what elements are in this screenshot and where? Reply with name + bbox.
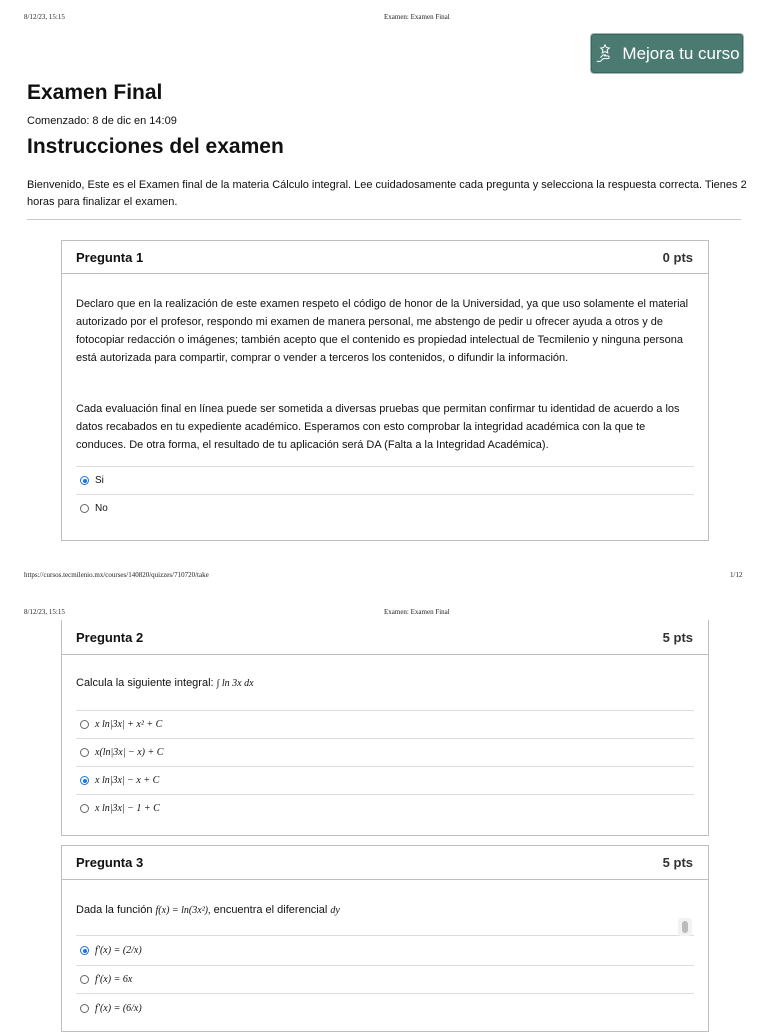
radio-button[interactable] xyxy=(80,504,89,513)
print-date: 8/12/23, 15:15 xyxy=(24,608,65,616)
question-text xyxy=(76,901,694,920)
prompt-label: Calcula la siguiente integral: xyxy=(76,677,214,689)
question-points: 5 pts xyxy=(662,855,693,870)
answer-option[interactable] xyxy=(76,494,694,522)
answer-label: f′(x) = 6x xyxy=(95,974,133,985)
divider xyxy=(27,219,741,220)
exam-title: Examen Final xyxy=(27,81,163,104)
answer-option[interactable] xyxy=(76,935,694,965)
answer-label: Si xyxy=(95,475,104,486)
question-points: 5 pts xyxy=(662,629,693,645)
radio-button[interactable] xyxy=(80,946,89,955)
question-name: Pregunta 1 xyxy=(76,249,144,265)
answer-option[interactable] xyxy=(76,794,694,822)
question-text xyxy=(76,674,694,693)
print-title: Examen: Examen Final xyxy=(384,608,450,616)
question-text: Declaro que en la realización de este examen respeto el código de honor de la Universidad, ya que uso solamente el material autorizado por el profesor, respondo mi examen de manera personal, me abstengo de pedir u ofrecer ayuda a otros y de fotocopiar redacción o imágenes; también acepto que el contenido es propiedad intelectual de Tecmilenio y ninguna persona está autorizada para compartir, comprar o vender a terceros los contenidos, o difundir la información. xyxy=(76,298,689,364)
radio-button[interactable] xyxy=(80,1004,89,1013)
prompt-label: encuentra el diferencial xyxy=(213,904,328,916)
mejora-tu-curso-button[interactable] xyxy=(591,34,743,73)
question-2 xyxy=(61,620,709,836)
question-points: 0 pts xyxy=(662,249,693,265)
answer-option[interactable] xyxy=(76,710,694,738)
print-date: 8/12/23, 15:15 xyxy=(24,13,65,21)
question-name: Pregunta 2 xyxy=(76,629,144,645)
print-url: https://cursos.tecmilenio.mx/courses/140820/quizzes/710720/take xyxy=(24,571,209,579)
scroll-handle[interactable] xyxy=(678,918,692,936)
star-hand-icon xyxy=(594,43,616,65)
print-title: Examen: Examen Final xyxy=(384,13,450,21)
prompt-label: Dada la función xyxy=(76,904,153,916)
question-3 xyxy=(61,845,709,1032)
prompt-math: f(x) = ln(3x²), xyxy=(155,905,211,916)
answer-option[interactable] xyxy=(76,738,694,766)
radio-button[interactable] xyxy=(80,476,89,485)
prompt-math: dy xyxy=(330,905,340,916)
question-header xyxy=(62,846,708,880)
instructions-text: Bienvenido, Este es el Examen final de la materia Cálculo integral. Lee cuidadosamente cada pregunta y selecciona la respuesta correcta. Tienes 2 horas para finalizar el examen. xyxy=(27,179,747,208)
instructions-title: Instrucciones del examen xyxy=(27,135,284,158)
radio-button[interactable] xyxy=(80,720,89,729)
question-header xyxy=(62,241,708,274)
answer-label: No xyxy=(95,503,108,514)
answer-label: x ln|3x| − x + C xyxy=(95,775,160,786)
answer-label: x ln|3x| + x² + C xyxy=(95,719,163,730)
radio-button[interactable] xyxy=(80,975,89,984)
question-text: Cada evaluación final en línea puede ser sometida a diversas pruebas que permitan confirmar tu identidad de acuerdo a los datos recabados en tu expediente académico. Esperamos con esto comprobar la integridad académica con la que te conduces. De otra forma, el resultado de tu aplicación será DA (Falta a la Integridad Académica). xyxy=(76,403,680,451)
started-text: Comenzado: 8 de dic en 14:09 xyxy=(27,115,177,127)
answer-option[interactable] xyxy=(76,993,694,1023)
answer-option[interactable] xyxy=(76,466,694,494)
mejora-label: Mejora tu curso xyxy=(622,43,740,63)
radio-button[interactable] xyxy=(80,748,89,757)
prompt-math: ∫ ln 3x dx xyxy=(216,678,254,689)
answer-option[interactable] xyxy=(76,766,694,794)
radio-button[interactable] xyxy=(80,776,89,785)
radio-button[interactable] xyxy=(80,804,89,813)
answer-label: f′(x) = (6/x) xyxy=(95,1003,142,1014)
question-header xyxy=(62,620,708,655)
question-name: Pregunta 3 xyxy=(76,855,144,870)
question-1 xyxy=(61,240,709,541)
answer-label: x(ln|3x| − x) + C xyxy=(95,747,164,758)
page-number: 1/12 xyxy=(730,571,743,579)
answer-option[interactable] xyxy=(76,965,694,993)
answer-label: f′(x) = (2/x) xyxy=(95,945,142,956)
answer-label: x ln|3x| − 1 + C xyxy=(95,803,160,814)
